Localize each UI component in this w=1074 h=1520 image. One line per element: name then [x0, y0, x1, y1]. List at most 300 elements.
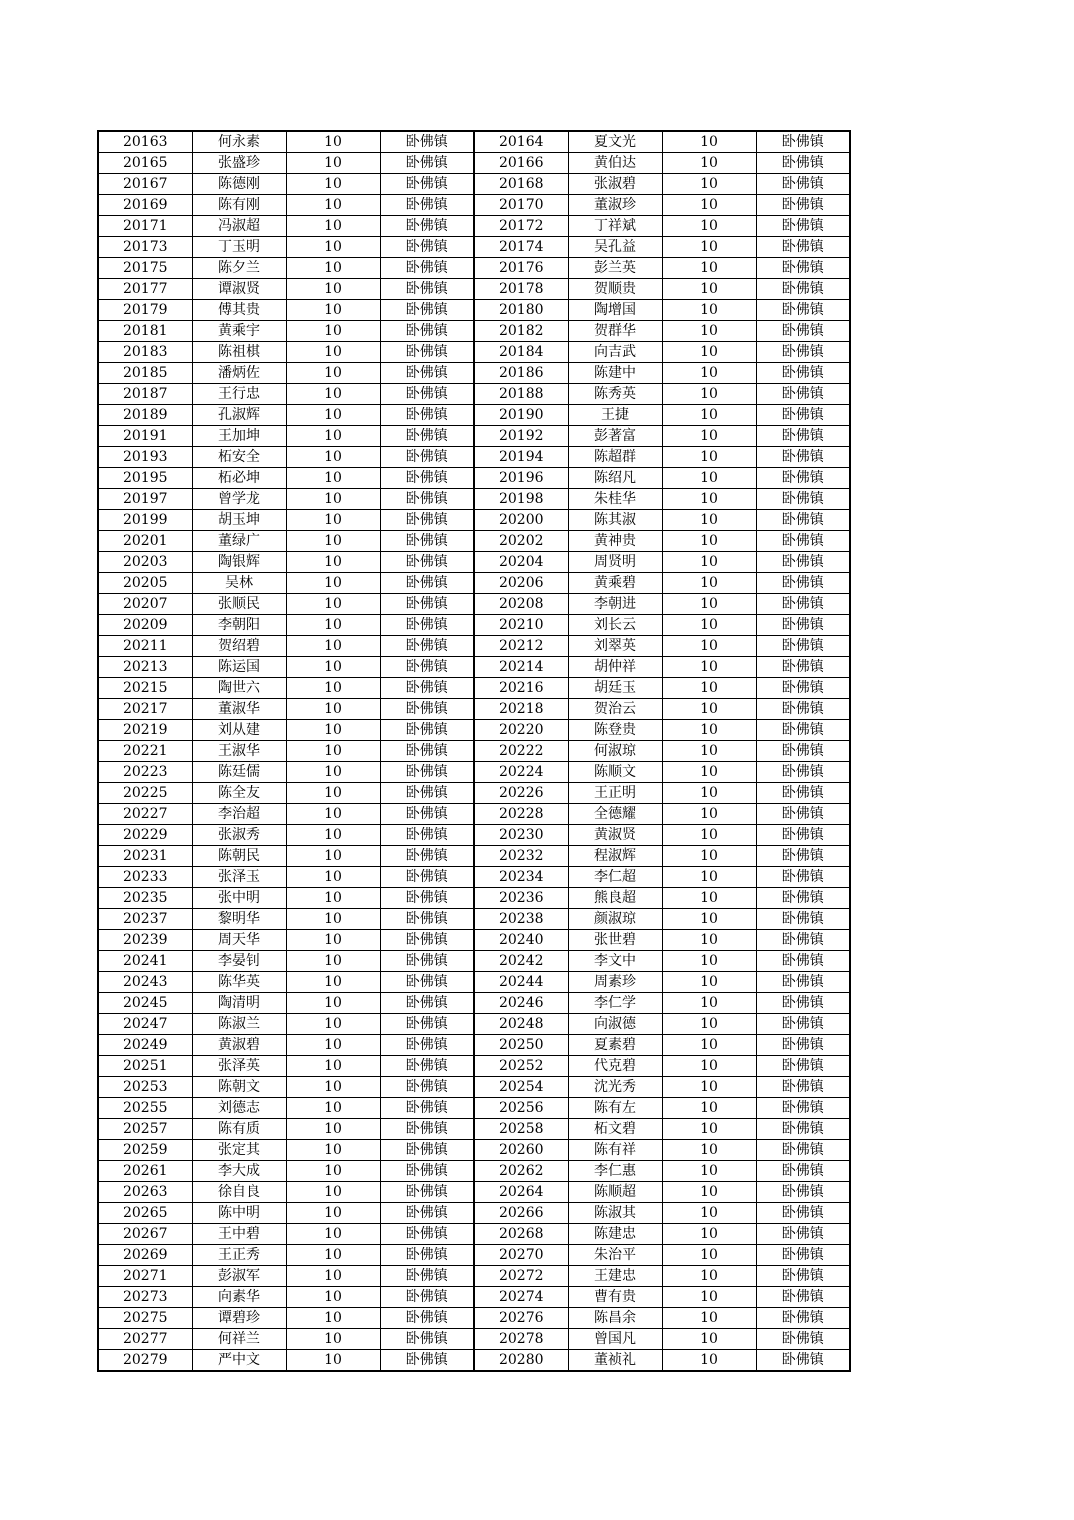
cell-id-a: 20187: [98, 384, 192, 405]
cell-id-a: 20197: [98, 489, 192, 510]
cell-id-a: 20251: [98, 1056, 192, 1077]
cell-count-a: 10: [286, 131, 380, 153]
cell-name-a: 李治超: [192, 804, 286, 825]
cell-count-b: 10: [662, 783, 756, 804]
cell-name-b: 贺治云: [568, 699, 662, 720]
cell-town-a: 卧佛镇: [380, 489, 474, 510]
cell-id-b: 20196: [474, 468, 568, 489]
cell-id-b: 20264: [474, 1182, 568, 1203]
cell-town-b: 卧佛镇: [756, 153, 850, 174]
cell-id-a: 20191: [98, 426, 192, 447]
cell-id-a: 20235: [98, 888, 192, 909]
cell-name-b: 陈其淑: [568, 510, 662, 531]
cell-name-b: 颜淑琼: [568, 909, 662, 930]
cell-town-b: 卧佛镇: [756, 615, 850, 636]
table-row: [98, 1224, 850, 1245]
cell-count-b: 10: [662, 447, 756, 468]
cell-count-a: 10: [286, 1287, 380, 1308]
cell-count-a: 10: [286, 468, 380, 489]
cell-name-b: 陈有祥: [568, 1140, 662, 1161]
cell-count-a: 10: [286, 552, 380, 573]
cell-name-b: 王建忠: [568, 1266, 662, 1287]
cell-count-b: 10: [662, 972, 756, 993]
cell-id-b: 20272: [474, 1266, 568, 1287]
table-row: [98, 1287, 850, 1308]
cell-town-a: 卧佛镇: [380, 1308, 474, 1329]
cell-name-a: 王中碧: [192, 1224, 286, 1245]
cell-count-b: 10: [662, 552, 756, 573]
cell-count-b: 10: [662, 1350, 756, 1372]
table-row: [98, 426, 850, 447]
cell-count-a: 10: [286, 510, 380, 531]
cell-id-a: 20169: [98, 195, 192, 216]
cell-count-a: 10: [286, 531, 380, 552]
table-row: [98, 1056, 850, 1077]
table-row: [98, 909, 850, 930]
cell-town-b: 卧佛镇: [756, 720, 850, 741]
cell-count-a: 10: [286, 594, 380, 615]
cell-id-b: 20274: [474, 1287, 568, 1308]
cell-name-b: 柘文碧: [568, 1119, 662, 1140]
cell-name-b: 胡廷玉: [568, 678, 662, 699]
cell-name-b: 陶增国: [568, 300, 662, 321]
cell-count-a: 10: [286, 195, 380, 216]
cell-name-b: 陈昌余: [568, 1308, 662, 1329]
cell-id-b: 20278: [474, 1329, 568, 1350]
cell-town-a: 卧佛镇: [380, 1119, 474, 1140]
cell-name-b: 何淑琼: [568, 741, 662, 762]
cell-id-a: 20247: [98, 1014, 192, 1035]
table-row: [98, 447, 850, 468]
cell-name-b: 彭著富: [568, 426, 662, 447]
cell-name-b: 陈顺文: [568, 762, 662, 783]
cell-town-b: 卧佛镇: [756, 846, 850, 867]
cell-count-a: 10: [286, 405, 380, 426]
cell-town-b: 卧佛镇: [756, 762, 850, 783]
cell-name-a: 陈德刚: [192, 174, 286, 195]
cell-town-b: 卧佛镇: [756, 972, 850, 993]
cell-name-b: 董祯礼: [568, 1350, 662, 1372]
cell-town-a: 卧佛镇: [380, 846, 474, 867]
table-row: [98, 300, 850, 321]
cell-id-b: 20254: [474, 1077, 568, 1098]
cell-town-b: 卧佛镇: [756, 342, 850, 363]
cell-town-b: 卧佛镇: [756, 909, 850, 930]
cell-town-a: 卧佛镇: [380, 678, 474, 699]
cell-id-a: 20233: [98, 867, 192, 888]
cell-town-b: 卧佛镇: [756, 1098, 850, 1119]
cell-id-a: 20223: [98, 762, 192, 783]
cell-town-b: 卧佛镇: [756, 363, 850, 384]
cell-town-a: 卧佛镇: [380, 426, 474, 447]
cell-count-a: 10: [286, 1014, 380, 1035]
cell-id-b: 20172: [474, 216, 568, 237]
table-row: [98, 468, 850, 489]
cell-town-a: 卧佛镇: [380, 909, 474, 930]
table-row: [98, 783, 850, 804]
cell-id-a: 20167: [98, 174, 192, 195]
cell-town-b: 卧佛镇: [756, 1161, 850, 1182]
cell-name-b: 黄乘碧: [568, 573, 662, 594]
cell-id-a: 20217: [98, 699, 192, 720]
cell-town-a: 卧佛镇: [380, 993, 474, 1014]
cell-name-b: 陈有左: [568, 1098, 662, 1119]
cell-name-a: 陈运国: [192, 657, 286, 678]
cell-id-a: 20163: [98, 131, 192, 153]
cell-name-a: 贺绍碧: [192, 636, 286, 657]
cell-town-b: 卧佛镇: [756, 699, 850, 720]
table-row: [98, 195, 850, 216]
cell-count-a: 10: [286, 1119, 380, 1140]
cell-town-a: 卧佛镇: [380, 1245, 474, 1266]
cell-name-b: 李仁超: [568, 867, 662, 888]
cell-id-a: 20195: [98, 468, 192, 489]
cell-id-b: 20228: [474, 804, 568, 825]
cell-id-a: 20185: [98, 363, 192, 384]
cell-town-a: 卧佛镇: [380, 951, 474, 972]
cell-id-b: 20212: [474, 636, 568, 657]
cell-town-b: 卧佛镇: [756, 1308, 850, 1329]
table-row: [98, 1014, 850, 1035]
cell-id-a: 20203: [98, 552, 192, 573]
cell-count-b: 10: [662, 804, 756, 825]
cell-town-a: 卧佛镇: [380, 279, 474, 300]
cell-town-b: 卧佛镇: [756, 384, 850, 405]
cell-count-b: 10: [662, 657, 756, 678]
cell-id-b: 20182: [474, 321, 568, 342]
table-row: [98, 1308, 850, 1329]
table-row: [98, 762, 850, 783]
cell-town-b: 卧佛镇: [756, 321, 850, 342]
cell-count-a: 10: [286, 636, 380, 657]
cell-name-a: 陈华英: [192, 972, 286, 993]
table-row: [98, 489, 850, 510]
cell-count-a: 10: [286, 1266, 380, 1287]
cell-name-b: 曹有贵: [568, 1287, 662, 1308]
table-row: [98, 573, 850, 594]
cell-town-a: 卧佛镇: [380, 131, 474, 153]
cell-id-a: 20201: [98, 531, 192, 552]
cell-name-a: 王淑华: [192, 741, 286, 762]
cell-id-b: 20246: [474, 993, 568, 1014]
cell-town-a: 卧佛镇: [380, 699, 474, 720]
cell-count-b: 10: [662, 321, 756, 342]
cell-town-a: 卧佛镇: [380, 1035, 474, 1056]
cell-id-b: 20194: [474, 447, 568, 468]
cell-id-b: 20248: [474, 1014, 568, 1035]
cell-id-a: 20175: [98, 258, 192, 279]
cell-name-a: 李朝阳: [192, 615, 286, 636]
cell-id-b: 20166: [474, 153, 568, 174]
cell-town-b: 卧佛镇: [756, 447, 850, 468]
cell-id-b: 20250: [474, 1035, 568, 1056]
cell-count-b: 10: [662, 468, 756, 489]
cell-id-a: 20207: [98, 594, 192, 615]
roster-table: [97, 130, 851, 1372]
cell-id-b: 20260: [474, 1140, 568, 1161]
cell-count-a: 10: [286, 657, 380, 678]
cell-town-a: 卧佛镇: [380, 405, 474, 426]
cell-name-b: 周贤明: [568, 552, 662, 573]
cell-id-a: 20177: [98, 279, 192, 300]
cell-count-a: 10: [286, 909, 380, 930]
cell-count-a: 10: [286, 678, 380, 699]
cell-name-b: 黄淑贤: [568, 825, 662, 846]
cell-town-b: 卧佛镇: [756, 867, 850, 888]
cell-name-b: 吴孔益: [568, 237, 662, 258]
table-row: [98, 1140, 850, 1161]
cell-town-b: 卧佛镇: [756, 741, 850, 762]
table-row: [98, 1077, 850, 1098]
cell-town-a: 卧佛镇: [380, 384, 474, 405]
table-row: [98, 1245, 850, 1266]
cell-name-b: 陈超群: [568, 447, 662, 468]
cell-id-b: 20238: [474, 909, 568, 930]
cell-town-b: 卧佛镇: [756, 1287, 850, 1308]
cell-name-b: 彭兰英: [568, 258, 662, 279]
table-row: [98, 720, 850, 741]
cell-count-a: 10: [286, 762, 380, 783]
cell-id-b: 20176: [474, 258, 568, 279]
cell-town-a: 卧佛镇: [380, 1224, 474, 1245]
cell-town-a: 卧佛镇: [380, 636, 474, 657]
cell-town-a: 卧佛镇: [380, 1329, 474, 1350]
cell-count-b: 10: [662, 489, 756, 510]
cell-name-a: 柘必坤: [192, 468, 286, 489]
cell-name-a: 刘德志: [192, 1098, 286, 1119]
cell-count-a: 10: [286, 426, 380, 447]
cell-count-a: 10: [286, 825, 380, 846]
cell-name-a: 胡玉坤: [192, 510, 286, 531]
cell-town-b: 卧佛镇: [756, 1203, 850, 1224]
cell-name-a: 黄乘宇: [192, 321, 286, 342]
cell-id-a: 20261: [98, 1161, 192, 1182]
table-row: [98, 1119, 850, 1140]
cell-town-b: 卧佛镇: [756, 1182, 850, 1203]
cell-name-a: 孔淑辉: [192, 405, 286, 426]
cell-town-b: 卧佛镇: [756, 1266, 850, 1287]
cell-id-b: 20204: [474, 552, 568, 573]
cell-count-b: 10: [662, 279, 756, 300]
cell-id-b: 20232: [474, 846, 568, 867]
cell-id-b: 20216: [474, 678, 568, 699]
table-row: [98, 363, 850, 384]
table-row: [98, 699, 850, 720]
cell-count-b: 10: [662, 741, 756, 762]
cell-count-b: 10: [662, 909, 756, 930]
cell-id-a: 20237: [98, 909, 192, 930]
cell-count-a: 10: [286, 237, 380, 258]
cell-name-a: 吴林: [192, 573, 286, 594]
cell-name-b: 陈秀英: [568, 384, 662, 405]
cell-count-a: 10: [286, 951, 380, 972]
cell-count-b: 10: [662, 993, 756, 1014]
cell-name-b: 周素珍: [568, 972, 662, 993]
cell-id-a: 20243: [98, 972, 192, 993]
cell-id-b: 20280: [474, 1350, 568, 1372]
cell-count-b: 10: [662, 1224, 756, 1245]
cell-name-a: 陈淑兰: [192, 1014, 286, 1035]
cell-id-a: 20227: [98, 804, 192, 825]
cell-name-a: 陈有刚: [192, 195, 286, 216]
cell-name-a: 陶银辉: [192, 552, 286, 573]
cell-count-b: 10: [662, 174, 756, 195]
cell-town-a: 卧佛镇: [380, 552, 474, 573]
cell-town-a: 卧佛镇: [380, 174, 474, 195]
cell-name-a: 黎明华: [192, 909, 286, 930]
cell-name-b: 向吉武: [568, 342, 662, 363]
cell-town-a: 卧佛镇: [380, 930, 474, 951]
cell-id-a: 20171: [98, 216, 192, 237]
cell-count-b: 10: [662, 1287, 756, 1308]
cell-count-a: 10: [286, 1077, 380, 1098]
cell-id-b: 20220: [474, 720, 568, 741]
table-row: [98, 131, 850, 153]
cell-count-b: 10: [662, 1098, 756, 1119]
cell-id-a: 20225: [98, 783, 192, 804]
cell-name-a: 冯淑超: [192, 216, 286, 237]
cell-name-a: 何永素: [192, 131, 286, 153]
cell-name-b: 王正明: [568, 783, 662, 804]
cell-count-a: 10: [286, 573, 380, 594]
cell-town-b: 卧佛镇: [756, 300, 850, 321]
cell-town-a: 卧佛镇: [380, 510, 474, 531]
cell-count-b: 10: [662, 762, 756, 783]
table-row: [98, 972, 850, 993]
cell-count-b: 10: [662, 1266, 756, 1287]
cell-name-a: 丁玉明: [192, 237, 286, 258]
cell-count-b: 10: [662, 888, 756, 909]
cell-count-a: 10: [286, 1098, 380, 1119]
cell-name-a: 陈朝民: [192, 846, 286, 867]
cell-count-a: 10: [286, 1224, 380, 1245]
cell-count-b: 10: [662, 615, 756, 636]
cell-count-a: 10: [286, 1245, 380, 1266]
cell-count-b: 10: [662, 867, 756, 888]
table-row: [98, 615, 850, 636]
table-row: [98, 405, 850, 426]
cell-count-b: 10: [662, 1182, 756, 1203]
cell-town-b: 卧佛镇: [756, 195, 850, 216]
cell-name-b: 刘翠英: [568, 636, 662, 657]
cell-town-b: 卧佛镇: [756, 426, 850, 447]
cell-count-b: 10: [662, 363, 756, 384]
cell-count-b: 10: [662, 153, 756, 174]
cell-town-b: 卧佛镇: [756, 237, 850, 258]
cell-town-b: 卧佛镇: [756, 1014, 850, 1035]
cell-town-b: 卧佛镇: [756, 930, 850, 951]
cell-count-a: 10: [286, 1161, 380, 1182]
table-row: [98, 237, 850, 258]
cell-town-b: 卧佛镇: [756, 678, 850, 699]
cell-count-a: 10: [286, 216, 380, 237]
table-row: [98, 951, 850, 972]
table-row: [98, 678, 850, 699]
cell-name-b: 向淑德: [568, 1014, 662, 1035]
cell-id-b: 20192: [474, 426, 568, 447]
cell-id-b: 20256: [474, 1098, 568, 1119]
cell-count-a: 10: [286, 615, 380, 636]
cell-id-b: 20242: [474, 951, 568, 972]
cell-town-b: 卧佛镇: [756, 657, 850, 678]
cell-count-b: 10: [662, 825, 756, 846]
cell-count-a: 10: [286, 279, 380, 300]
cell-town-a: 卧佛镇: [380, 1161, 474, 1182]
cell-town-a: 卧佛镇: [380, 888, 474, 909]
cell-count-a: 10: [286, 1056, 380, 1077]
table-row: [98, 888, 850, 909]
cell-id-a: 20205: [98, 573, 192, 594]
cell-count-b: 10: [662, 720, 756, 741]
table-row: [98, 1266, 850, 1287]
table-row: [98, 384, 850, 405]
cell-name-b: 胡仲祥: [568, 657, 662, 678]
table-row: [98, 846, 850, 867]
cell-town-a: 卧佛镇: [380, 573, 474, 594]
cell-town-a: 卧佛镇: [380, 762, 474, 783]
cell-name-b: 刘长云: [568, 615, 662, 636]
cell-id-b: 20222: [474, 741, 568, 762]
cell-count-b: 10: [662, 1035, 756, 1056]
cell-name-a: 张淑秀: [192, 825, 286, 846]
cell-town-a: 卧佛镇: [380, 741, 474, 762]
cell-name-b: 熊良超: [568, 888, 662, 909]
cell-town-b: 卧佛镇: [756, 1350, 850, 1372]
cell-id-a: 20215: [98, 678, 192, 699]
table-row: [98, 930, 850, 951]
cell-id-b: 20218: [474, 699, 568, 720]
table-row: [98, 1161, 850, 1182]
cell-id-a: 20257: [98, 1119, 192, 1140]
cell-id-a: 20263: [98, 1182, 192, 1203]
table-row: [98, 216, 850, 237]
cell-name-a: 张中明: [192, 888, 286, 909]
cell-count-b: 10: [662, 216, 756, 237]
cell-count-b: 10: [662, 1203, 756, 1224]
cell-count-b: 10: [662, 510, 756, 531]
table-row: [98, 1203, 850, 1224]
cell-count-b: 10: [662, 636, 756, 657]
table-row: [98, 321, 850, 342]
cell-name-b: 贺群华: [568, 321, 662, 342]
cell-name-a: 王行忠: [192, 384, 286, 405]
cell-town-a: 卧佛镇: [380, 531, 474, 552]
cell-name-b: 夏文光: [568, 131, 662, 153]
cell-name-a: 董绿广: [192, 531, 286, 552]
table-row: [98, 1329, 850, 1350]
cell-name-b: 全德耀: [568, 804, 662, 825]
cell-count-b: 10: [662, 1119, 756, 1140]
cell-count-a: 10: [286, 699, 380, 720]
cell-count-b: 10: [662, 594, 756, 615]
cell-town-b: 卧佛镇: [756, 1035, 850, 1056]
cell-id-a: 20209: [98, 615, 192, 636]
cell-count-b: 10: [662, 1140, 756, 1161]
cell-count-b: 10: [662, 1056, 756, 1077]
cell-id-b: 20206: [474, 573, 568, 594]
cell-id-a: 20193: [98, 447, 192, 468]
cell-town-b: 卧佛镇: [756, 1245, 850, 1266]
cell-name-b: 李文中: [568, 951, 662, 972]
table-row: [98, 510, 850, 531]
cell-town-a: 卧佛镇: [380, 342, 474, 363]
table-row: [98, 1035, 850, 1056]
cell-town-b: 卧佛镇: [756, 1329, 850, 1350]
cell-name-a: 陶世六: [192, 678, 286, 699]
table-row: [98, 741, 850, 762]
cell-name-a: 刘从建: [192, 720, 286, 741]
cell-id-b: 20178: [474, 279, 568, 300]
